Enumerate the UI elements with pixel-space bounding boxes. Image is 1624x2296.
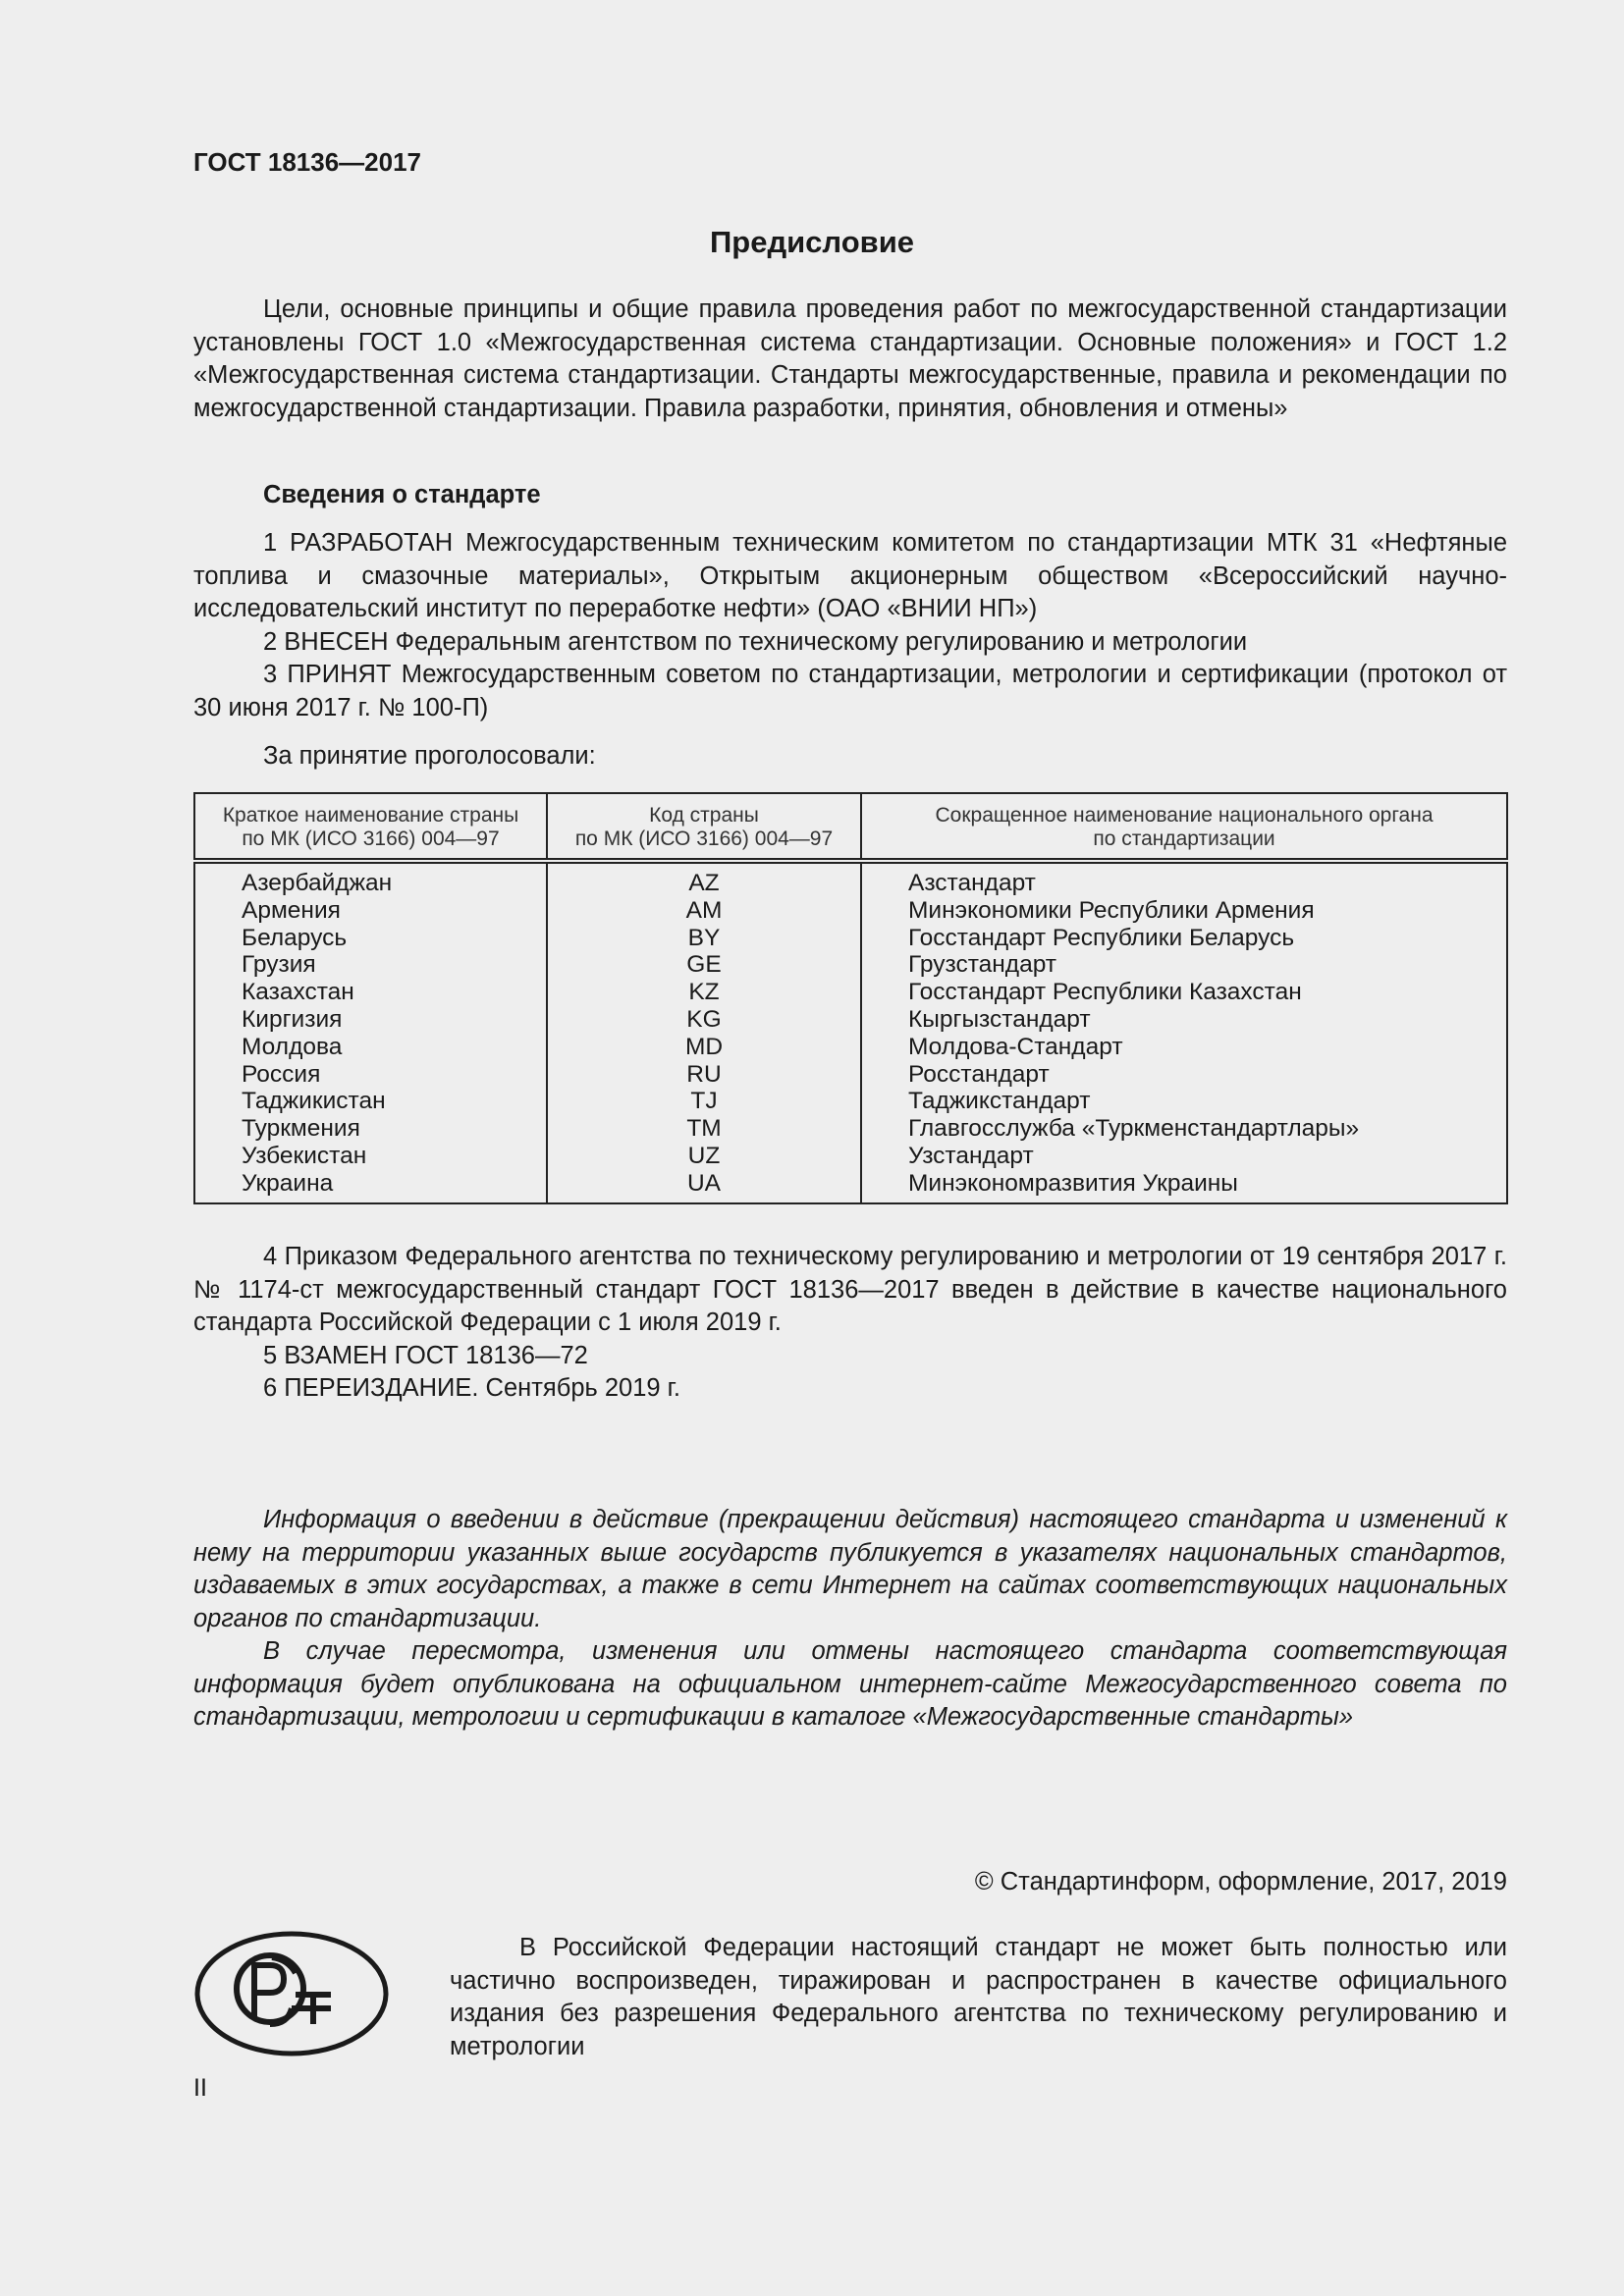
national-body-cell: Госстандарт Республики Беларусь (861, 925, 1507, 952)
reproduction-notice-text: В Российской Федерации настоящий стандарт не может быть полностью или частично воспроизведен, тиражирован и распространен в качестве официального издания без разрешения Федерального агентства по техническому регулированию и метрологии (450, 1934, 1507, 2060)
table-row (194, 1170, 1507, 1203)
code-cell: AM (547, 897, 861, 925)
column-header-code: Код страны по МК (ИСО 3166) 004—97 (547, 793, 861, 861)
table-row (194, 1061, 1507, 1089)
national-body-cell: Таджикстандарт (861, 1088, 1507, 1115)
country-cell: Туркмения (194, 1115, 547, 1143)
notice-block (193, 1504, 1507, 1735)
info-item-4: 4 Приказом Федерального агентства по техническому регулированию и метрологии от 19 сентября 2017 г. № 1174-ст межгосударственный стандарт ГОСТ 18136—2017 введен в действие в качестве национального стандарта Российской Федерации с 1 июля 2019 г. (193, 1243, 1507, 1336)
info-item-1: 1 РАЗРАБОТАН Межгосударственным техническим комитетом по стандартизации МТК 31 «Нефтяные топлива и смазочные материалы», Открытым акционерным обществом «Всероссийский научно-исследовательский институт по переработке нефти» (ОАО «ВНИИ НП») (193, 529, 1507, 622)
country-cell: Беларусь (194, 925, 547, 952)
country-cell: Армения (194, 897, 547, 925)
notice-paragraph-2: В случае пересмотра, изменения или отмены настоящего стандарта соответствующая информация будет опубликована на официальном интернет-сайте Межгосударственного совета по стандартизации, метрологии и сертификации в каталоге «Межгосударственные стандарты» (193, 1637, 1507, 1731)
code-cell: RU (547, 1061, 861, 1089)
country-cell: Россия (194, 1061, 547, 1089)
national-body-cell: Госстандарт Республики Казахстан (861, 979, 1507, 1006)
reproduction-notice (450, 1932, 1507, 2063)
info-item-6: 6 ПЕРЕИЗДАНИЕ. Сентябрь 2019 г. (263, 1374, 680, 1402)
standard-info-items (193, 527, 1507, 724)
country-cell: Азербайджан (194, 861, 547, 897)
national-body-cell: Узстандарт (861, 1143, 1507, 1170)
country-cell: Узбекистан (194, 1143, 547, 1170)
table-row (194, 861, 1507, 897)
national-body-cell: Минэкономики Республики Армения (861, 897, 1507, 925)
column-header-national-body: Сокращенное наименование национального органа по стандартизации (861, 793, 1507, 861)
table-row (194, 1006, 1507, 1034)
code-cell: BY (547, 925, 861, 952)
info-item-3: 3 ПРИНЯТ Межгосударственным советом по стандартизации, метрологии и сертификации (протокол от 30 июня 2017 г. № 100-П) (193, 661, 1507, 721)
code-cell: TM (547, 1115, 861, 1143)
voted-label: За принятие проголосовали: (263, 742, 596, 770)
info-item-2: 2 ВНЕСЕН Федеральным агентством по техническому регулированию и метрологии (263, 627, 1248, 656)
table-row (194, 897, 1507, 925)
notice-paragraph-1: Информация о введении в действие (прекращении действия) настоящего стандарта и изменений к нему на территории указанных выше государств публикуется в указателях национальных стандартов, издаваемых в этих государствах, а также в сети Интернет на сайтах соответствующих национальных органов по стандартизации. (193, 1506, 1507, 1632)
table-row (194, 925, 1507, 952)
national-body-cell: Молдова-Стандарт (861, 1034, 1507, 1061)
code-cell: AZ (547, 861, 861, 897)
page-number: II (193, 2074, 207, 2102)
table-row (194, 951, 1507, 979)
national-body-cell: Минэкономразвития Украины (861, 1170, 1507, 1203)
national-body-cell: Грузстандарт (861, 951, 1507, 979)
rst-certification-mark-icon (193, 1930, 390, 2057)
national-body-cell: Азстандарт (861, 861, 1507, 897)
copyright-line: © Стандартинформ, оформление, 2017, 2019 (974, 1868, 1507, 1896)
table-row (194, 1034, 1507, 1061)
info-item-5: 5 ВЗАМЕН ГОСТ 18136—72 (263, 1341, 588, 1369)
preface-intro-paragraph: Цели, основные принципы и общие правила проведения работ по межгосударственной стандартизации установлены ГОСТ 1.0 «Межгосударственная система стандартизации. Основные положения» и ГОСТ 1.2 «Межгосударственная система стандартизации. Стандарты межгосударственные, правила и рекомендации по межгосударственной стандартизации. Правила разработки, принятия, обновления и отмены» (193, 295, 1507, 422)
standard-info-heading: Сведения о стандарте (263, 481, 541, 508)
voting-countries-table (193, 792, 1508, 1204)
national-body-cell: Росстандарт (861, 1061, 1507, 1089)
additional-items (193, 1241, 1507, 1406)
code-cell: KG (547, 1006, 861, 1034)
country-cell: Украина (194, 1170, 547, 1203)
country-cell: Киргизия (194, 1006, 547, 1034)
table-row (194, 979, 1507, 1006)
code-cell: GE (547, 951, 861, 979)
code-cell: TJ (547, 1088, 861, 1115)
country-cell: Грузия (194, 951, 547, 979)
column-header-country: Краткое наименование страны по МК (ИСО 3166) 004—97 (194, 793, 547, 861)
national-body-cell: Кыргызстандарт (861, 1006, 1507, 1034)
table-row (194, 1115, 1507, 1143)
preface-title: Предисловие (709, 225, 914, 259)
country-cell: Казахстан (194, 979, 547, 1006)
code-cell: MD (547, 1034, 861, 1061)
code-cell: UZ (547, 1143, 861, 1170)
table-row (194, 1143, 1507, 1170)
table-header-row (194, 793, 1507, 861)
code-cell: UA (547, 1170, 861, 1203)
code-cell: KZ (547, 979, 861, 1006)
country-cell: Молдова (194, 1034, 547, 1061)
table-row (194, 1088, 1507, 1115)
document-code-header: ГОСТ 18136—2017 (193, 147, 421, 177)
national-body-cell: Главгосслужба «Туркменстандартлары» (861, 1115, 1507, 1143)
preface-intro-block (193, 294, 1507, 425)
country-cell: Таджикистан (194, 1088, 547, 1115)
